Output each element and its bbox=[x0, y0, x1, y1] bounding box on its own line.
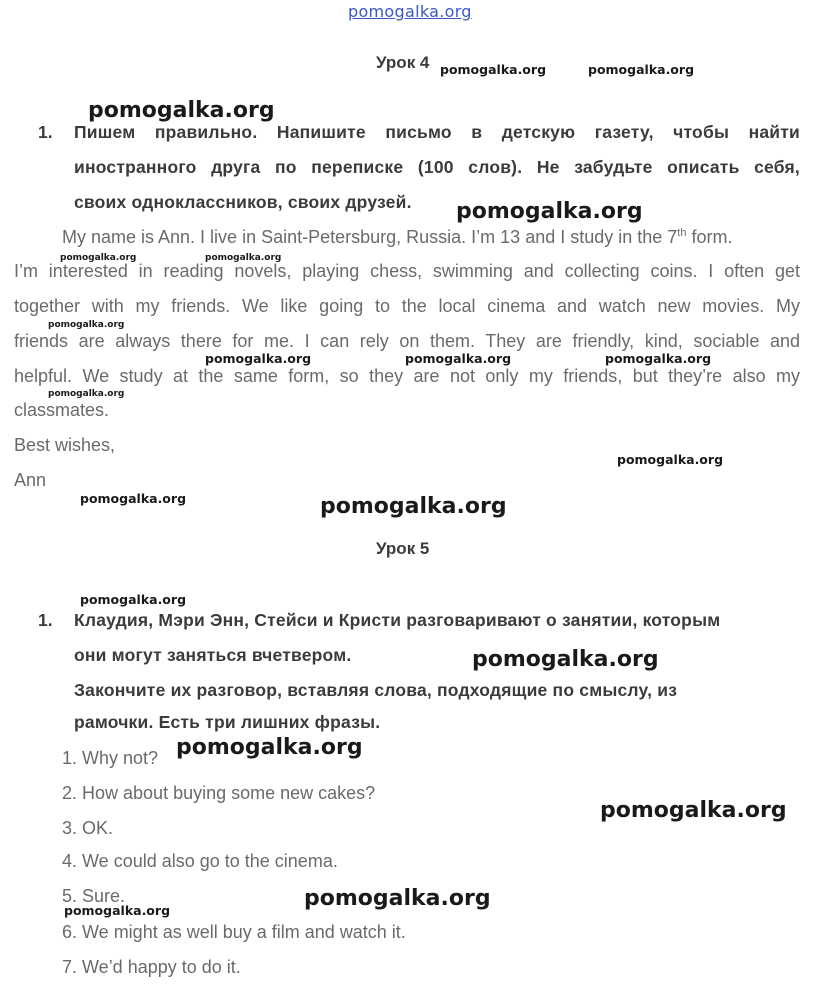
lesson-5-task-line-4: рамочки. Есть три лишних фразы. bbox=[74, 712, 381, 732]
watermark: pomogalka.org bbox=[60, 253, 137, 263]
watermark: pomogalka.org bbox=[64, 903, 171, 918]
letter-line-3: together with my friends. We like going to the local cinema and watch new movies. My bbox=[14, 296, 800, 316]
watermark: pomogalka.org bbox=[605, 351, 712, 366]
lesson-4-task-number: 1. bbox=[38, 122, 53, 142]
watermark: pomogalka.org bbox=[80, 592, 187, 607]
letter-line-5: helpful. We study at the same form, so they are not only my friends, but they’re also my bbox=[14, 366, 800, 386]
lesson-5-task-line-3: Закончите их разговор, вставляя слова, подходящие по смыслу, из bbox=[74, 680, 678, 700]
phrase-item: 4. We could also go to the cinema. bbox=[62, 851, 338, 871]
watermark: pomogalka.org bbox=[405, 351, 512, 366]
phrase-item: 1. Why not? bbox=[62, 748, 159, 768]
lesson-4-task-line-3: своих одноклассников, своих друзей. bbox=[74, 192, 412, 212]
lesson-5-task-number: 1. bbox=[38, 610, 53, 630]
watermark: pomogalka.org bbox=[205, 351, 312, 366]
watermark: pomogalka.org bbox=[320, 494, 507, 519]
watermark: pomogalka.org bbox=[440, 62, 547, 77]
watermark: pomogalka.org bbox=[176, 735, 363, 760]
watermark: pomogalka.org bbox=[88, 98, 275, 123]
letter-closing: Best wishes, bbox=[14, 435, 116, 455]
watermark: pomogalka.org bbox=[80, 491, 187, 506]
letter-line-6: classmates. bbox=[14, 400, 110, 420]
letter-line-2: I’m interested in reading novels, playing chess, swimming and collecting coins. I often get bbox=[14, 261, 800, 281]
phrase-item: 7. We’d happy to do it. bbox=[62, 957, 241, 977]
phrase-item: 5. Sure. bbox=[62, 886, 126, 906]
letter-line-1: My name is Ann. I live in Saint-Petersburg, Russia. I’m 13 and I study in the 7th form. bbox=[62, 227, 733, 247]
lesson-4-task-line-1: Пишем правильно. Напишите письмо в детскую газету, чтобы найти bbox=[74, 122, 800, 142]
watermark: pomogalka.org bbox=[456, 199, 643, 224]
watermark: pomogalka.org bbox=[617, 452, 724, 467]
phrase-item: 3. OK. bbox=[62, 818, 114, 838]
watermark: pomogalka.org bbox=[48, 389, 125, 399]
lesson-5-task-line-1: Клаудия, Мэри Энн, Стейси и Кристи разговаривают о занятии, которым bbox=[74, 610, 721, 630]
watermark: pomogalka.org bbox=[472, 647, 659, 672]
phrase-item: 2. How about buying some new cakes? bbox=[62, 783, 376, 803]
watermark: pomogalka.org bbox=[600, 798, 787, 823]
letter-line-4: friends are always there for me. I can rely on them. They are friendly, kind, sociable and bbox=[14, 331, 800, 351]
watermark: pomogalka.org bbox=[48, 320, 125, 330]
watermark: pomogalka.org bbox=[588, 62, 695, 77]
phrase-item: 6. We might as well buy a film and watch it. bbox=[62, 922, 406, 942]
lesson-4-title: Урок 4 bbox=[376, 53, 430, 72]
lesson-5-task-line-2: они могут заняться вчетвером. bbox=[74, 645, 352, 665]
watermark: pomogalka.org bbox=[205, 253, 282, 263]
lesson-4-task-line-2: иностранного друга по переписке (100 слов). Не забудьте описать себя, bbox=[74, 157, 800, 177]
watermark-top: pomogalka.org bbox=[348, 2, 472, 21]
letter-signature: Ann bbox=[14, 470, 47, 490]
watermark: pomogalka.org bbox=[304, 886, 491, 911]
lesson-5-title: Урок 5 bbox=[376, 539, 430, 558]
